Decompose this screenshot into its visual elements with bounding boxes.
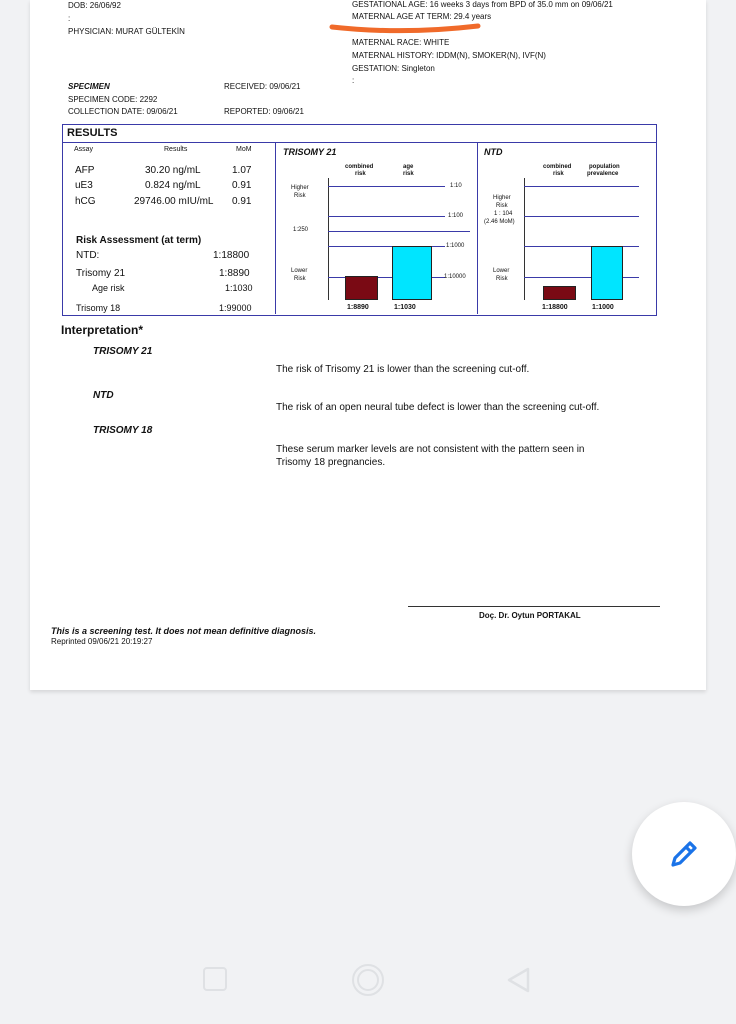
ntd-value: 1:18800 bbox=[213, 250, 250, 261]
ntd-chart-title: NTD bbox=[484, 147, 503, 157]
combined-risk-bar bbox=[345, 276, 378, 300]
age-risk-bar bbox=[392, 246, 432, 300]
assay-name: uE3 bbox=[75, 180, 93, 191]
home-button[interactable] bbox=[352, 964, 384, 996]
col-assay: Assay bbox=[74, 146, 94, 153]
population-prevalence-bar bbox=[591, 246, 623, 300]
colon-separator: : bbox=[68, 14, 71, 23]
chart-axis bbox=[328, 178, 329, 300]
column-divider bbox=[477, 143, 478, 314]
trisomy21-heading: TRISOMY 21 bbox=[93, 346, 153, 357]
maternal-history: MATERNAL HISTORY: IDDM(N), SMOKER(N), IVF(N) bbox=[352, 51, 546, 60]
report-page bbox=[30, 0, 706, 690]
column-divider bbox=[275, 143, 276, 314]
tick-line bbox=[328, 216, 445, 217]
assay-result: 30.20 ng/mL bbox=[145, 165, 201, 176]
assay-result: 0.824 ng/mL bbox=[145, 180, 201, 191]
chart-col-label: risk bbox=[355, 171, 366, 177]
ntd-heading: NTD bbox=[93, 390, 114, 401]
lower-risk-label: Risk bbox=[496, 276, 508, 282]
tick-label: 1:10 bbox=[450, 183, 462, 189]
tick-line bbox=[328, 186, 445, 187]
cutoff-label: 1:250 bbox=[293, 227, 309, 233]
results-title: RESULTS bbox=[67, 127, 118, 139]
chart-col-label: risk bbox=[403, 171, 414, 177]
maternal-race: MATERNAL RACE: WHITE bbox=[352, 38, 450, 47]
higher-risk-label: Higher bbox=[291, 185, 309, 191]
ntd-label: NTD: bbox=[76, 250, 100, 261]
assay-mom: 0.91 bbox=[232, 180, 252, 191]
circle-icon bbox=[357, 969, 379, 991]
assay-mom: 0.91 bbox=[232, 196, 252, 207]
cutoff-mom-label: (2.46 MoM) bbox=[484, 219, 515, 225]
trisomy21-label: Trisomy 21 bbox=[76, 268, 126, 279]
tick-label: 1:100 bbox=[448, 213, 464, 219]
gestation: GESTATION: Singleton bbox=[352, 64, 435, 73]
assay-mom: 1.07 bbox=[232, 165, 252, 176]
chart-col-label: combined bbox=[345, 164, 374, 170]
lower-risk-label: Lower bbox=[493, 268, 510, 274]
bar-value-label: 1:8890 bbox=[347, 304, 369, 311]
bar-value-label: 1:1030 bbox=[394, 304, 416, 311]
tick-line bbox=[524, 186, 639, 187]
risk-assessment-title: Risk Assessment (at term) bbox=[76, 235, 202, 246]
assay-result: 29746.00 mIU/mL bbox=[134, 196, 214, 207]
tick-label: 1:1000 bbox=[446, 243, 465, 249]
trisomy18-heading: TRISOMY 18 bbox=[93, 425, 153, 436]
results-divider bbox=[63, 142, 656, 143]
higher-risk-label: Risk bbox=[496, 203, 508, 209]
cutoff-label: 1 : 104 bbox=[494, 211, 513, 217]
trisomy21-value: 1:8890 bbox=[219, 268, 250, 279]
chart-col-label: prevalence bbox=[587, 171, 619, 177]
reprinted-timestamp: Reprinted 09/06/21 20:19:27 bbox=[51, 637, 153, 646]
age-risk-value: 1:1030 bbox=[225, 283, 253, 293]
col-mom: MoM bbox=[236, 146, 252, 153]
lower-risk-label: Lower bbox=[291, 268, 308, 274]
higher-risk-label: Higher bbox=[493, 195, 511, 201]
trisomy18-value: 1:99000 bbox=[219, 303, 252, 313]
cutoff-line bbox=[524, 216, 639, 217]
bar-value-label: 1:18800 bbox=[542, 304, 568, 311]
chart-col-label: population bbox=[589, 164, 620, 170]
pencil-icon bbox=[664, 834, 704, 874]
maternal-age: MATERNAL AGE AT TERM: 29.4 years bbox=[352, 12, 492, 21]
dob: DOB: 26/06/92 bbox=[68, 1, 121, 10]
signature-name: Doç. Dr. Oytun PORTAKAL bbox=[479, 611, 581, 620]
assay-name: hCG bbox=[75, 196, 96, 207]
chart-col-label: combined bbox=[543, 164, 572, 170]
chart-axis bbox=[524, 178, 525, 300]
age-risk-label: Age risk bbox=[92, 283, 125, 293]
interpretation-title: Interpretation* bbox=[61, 323, 144, 337]
physician: PHYSICIAN: MURAT GÜLTEKİN bbox=[68, 27, 185, 36]
chart-col-label: risk bbox=[553, 171, 564, 177]
collection-date: COLLECTION DATE: 09/06/21 bbox=[68, 107, 178, 116]
specimen-code: SPECIMEN CODE: 2292 bbox=[68, 95, 158, 104]
higher-risk-label: Risk bbox=[294, 193, 306, 199]
disclaimer: This is a screening test. It does not mean definitive diagnosis. bbox=[51, 626, 317, 636]
gestational-age: GESTATIONAL AGE: 16 weeks 3 days from BPD of 35.0 mm on 09/06/21 bbox=[352, 0, 613, 9]
ntd-text: The risk of an open neural tube defect is lower than the screening cut-off. bbox=[276, 402, 600, 413]
lower-risk-label: Risk bbox=[294, 276, 306, 282]
triangle-back-icon bbox=[505, 966, 531, 994]
chart-col-label: age bbox=[403, 164, 414, 170]
trisomy21-chart-title: TRISOMY 21 bbox=[283, 147, 337, 157]
col-results: Results bbox=[164, 146, 188, 153]
trisomy18-text: These serum marker levels are not consistent with the pattern seen in bbox=[276, 444, 585, 455]
colon-separator: : bbox=[352, 76, 355, 85]
tick-label: 1:10000 bbox=[444, 274, 466, 280]
bar-value-label: 1:1000 bbox=[592, 304, 614, 311]
back-button[interactable] bbox=[505, 966, 531, 999]
orange-highlight-stroke bbox=[328, 21, 488, 35]
trisomy21-text: The risk of Trisomy 21 is lower than the screening cut-off. bbox=[276, 364, 530, 375]
specimen-title: SPECIMEN bbox=[68, 82, 110, 91]
assay-name: AFP bbox=[75, 165, 95, 176]
trisomy18-label: Trisomy 18 bbox=[76, 303, 121, 313]
recents-button[interactable] bbox=[203, 967, 227, 991]
cutoff-line bbox=[328, 231, 470, 232]
edit-fab-button[interactable] bbox=[632, 802, 736, 906]
combined-risk-bar bbox=[543, 286, 576, 300]
trisomy18-text: Trisomy 18 pregnancies. bbox=[276, 457, 386, 468]
signature-line bbox=[408, 606, 660, 607]
received-date: RECEIVED: 09/06/21 bbox=[224, 82, 301, 91]
reported-date: REPORTED: 09/06/21 bbox=[224, 107, 304, 116]
